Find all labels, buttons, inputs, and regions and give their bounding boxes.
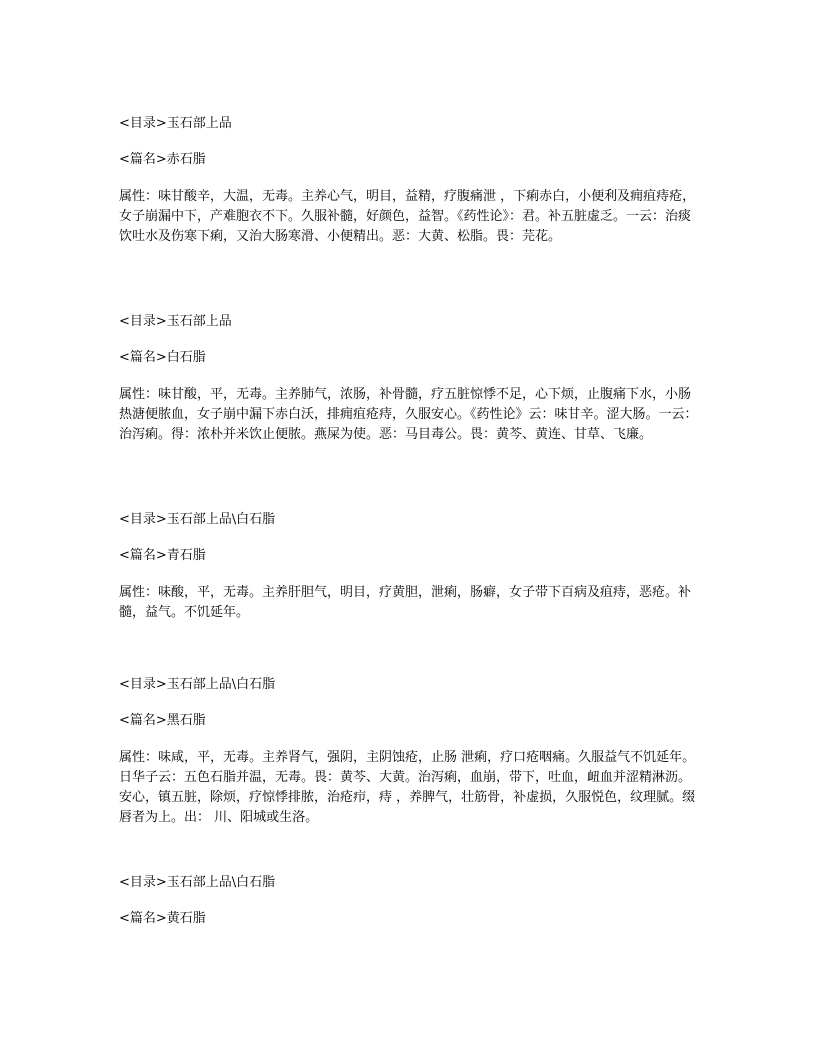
entry-chishizhi [119,114,699,247]
attributes-paragraph: 属性：味甘酸，平，无毒。主养肺气，浓肠，补骨髓，疗五脏惊悸不足，心下烦，止腹痛下水，小肠 热溏便脓血，女子崩中漏下赤白沃，排痈疽疮痔，久服安心。《药性论》云：味甘辛。涩大肠。一云：治泻痢。得：浓朴并米饮止便脓。燕屎为使。恶：马目毒公。畏：黄芩、黄连、甘草、飞廉。 [119,387,698,442]
attributes-paragraph: 属性：味甘酸辛，大温，无毒。主养心气，明目，益精，疗腹痛泄 ，下痢赤白，小便利及痈疽痔疮，女子崩漏中下，产难胞衣不下。久服补髓，好颜色，益智。《药性论》：君。补五脏虚乏。一云：治痰饮吐水及伤寒下痢，又治大肠寒滑、小便精出。恶：大黄、松脂。畏：芫花。 [119,189,696,244]
attributes-paragraph: 属性：味酸，平，无毒。主养肝胆气，明目，疗黄胆，泄痢，肠癖，女子带下百病及疽痔，恶疮。补髓，益气。不饥延年。 [119,585,692,620]
title-line: <篇名>白石脂 [119,350,206,365]
attributes-paragraph: 属性：味咸，平，无毒。主养肾气，强阴，主阴蚀疮，止肠 泄痢，疗口疮咽痛。久服益气不饥延年。日华子云：五色石脂并温，无毒。畏：黄芩、大黄。治泻痢，血崩，带下，吐血，衄血并涩精淋沥。安心，镇五脏，除烦，疗惊悸排脓，治疮疖，痔 ，养脾气，壮筋骨，补虚损，久服悦色，纹理腻。缀唇者为上。出： 川、阳城或生洛。 [119,750,696,825]
title-line: <篇名>赤石脂 [119,152,206,167]
entry-qingshizhi [119,510,699,623]
title-line: <篇名>青石脂 [119,548,206,563]
catalog-line: <目录>玉石部上品\白石脂 [119,677,276,692]
catalog-line: <目录>玉石部上品 [119,314,232,329]
catalog-line: <目录>玉石部上品\白石脂 [119,875,276,890]
catalog-line: <目录>玉石部上品\白石脂 [119,512,276,527]
title-line: <篇名>黄石脂 [119,911,206,926]
title-line: <篇名>黑石脂 [119,713,206,728]
entry-huangshizhi [119,873,699,929]
entry-baishizhi [119,312,699,445]
catalog-line: <目录>玉石部上品 [119,116,232,131]
entry-heishizhi [119,675,699,828]
